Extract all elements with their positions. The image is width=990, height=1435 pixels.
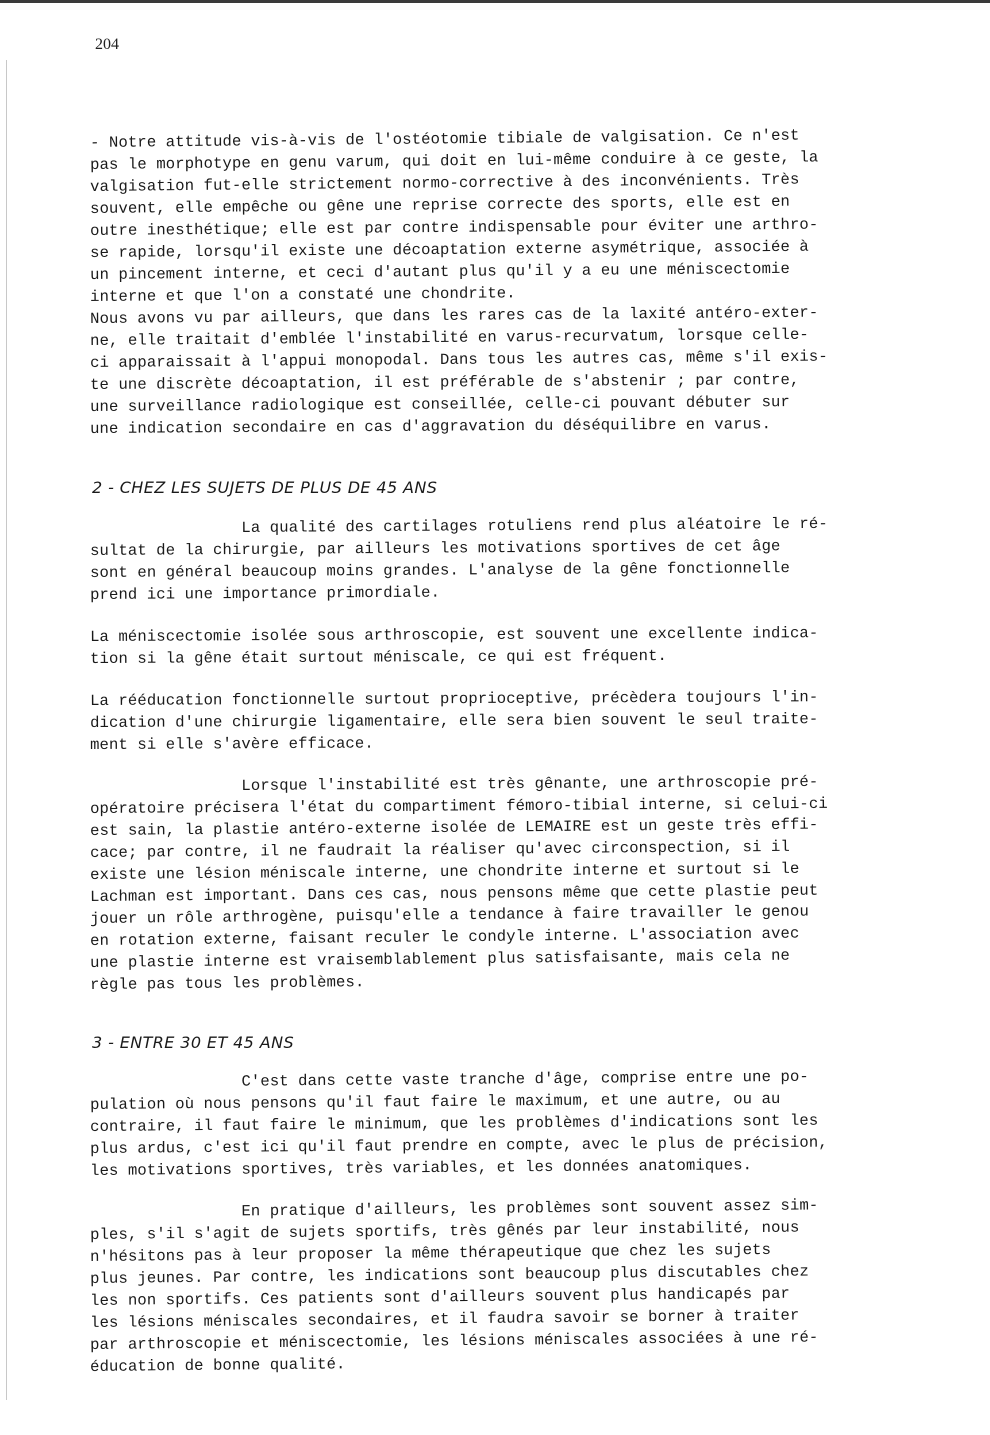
- left-margin-shadow: [6, 60, 7, 1400]
- text-line: existe une lésion méniscale interne, une chondrite interne et surtout si le: [90, 859, 800, 884]
- text-line: cace; par contre, il ne faudrait la réaliser qu'avec circonspection, si il: [90, 837, 791, 862]
- text-line: contraire, il faut faire le minimum, que les problèmes d'indications sont les: [90, 1111, 819, 1136]
- text-line: une indication secondaire en cas d'aggravation du déséquilibre en varus.: [90, 415, 772, 438]
- text-line: est sain, la plastie antéro-externe isolée de LEMAIRE est un geste très effi-: [90, 815, 819, 840]
- text-line: tion si la gêne était surtout méniscale, ce qui est fréquent.: [90, 646, 668, 668]
- text-line: souvent, elle empêche ou gêne une reprise correcte des sports, elle est en: [90, 192, 791, 218]
- page-number: 204: [95, 36, 119, 53]
- text-line: en rotation externe, faisant reculer le condyle interne. L'association avec: [90, 924, 800, 950]
- text-line: interne et que l'on a constaté une chondrite.: [90, 284, 516, 306]
- text-line: les non sportifs. Ces patients sont d'ailleurs souvent plus handicapés par: [90, 1284, 791, 1310]
- text-line: pas le morphotype en genu varum, qui doit en lui-même conduire à ce geste, la: [90, 148, 819, 174]
- text-line: ci apparaissait à l'appui monopodal. Dans tous les autres cas, même s'il exis-: [90, 347, 828, 372]
- text-line: Lorsque l'instabilité est très gênante, une arthroscopie pré-: [90, 772, 819, 796]
- text-line: éducation de bonne qualité.: [90, 1355, 346, 1376]
- text-line: ne, elle traitait d'emblée l'instabilité en varus-recurvatum, lorsque celle-: [90, 325, 809, 350]
- text-line: prend ici une importance primordiale.: [90, 583, 441, 604]
- text-line: les lésions méniscales secondaires, et il faudra savoir se borner à traiter: [90, 1306, 800, 1332]
- text-line: jouer un rôle arthrogène, puisqu'elle a tendance à faire travailler le genou: [90, 902, 809, 928]
- text-line: dication d'une chirurgie ligamentaire, elle sera bien souvent le seul traite-: [90, 710, 819, 732]
- text-line: pulation où nous pensons qu'il faut faire le maximum, et une autre, ou au: [90, 1089, 781, 1114]
- text-line: valgisation fut-elle strictement normo-corrective à des inconvénients. Très: [90, 170, 800, 196]
- text-line: règle pas tous les problèmes.: [90, 973, 365, 994]
- text-line: La rééducation fonctionnelle surtout proprioceptive, précèdera toujours l'in-: [90, 688, 819, 710]
- section-heading: 2 - CHEZ LES SUJETS DE PLUS DE 45 ANS: [92, 478, 438, 497]
- text-line: se rapide, lorsqu'il existe une décoaptation externe asymétrique, associée à: [90, 237, 809, 262]
- text-line: outre inesthétique; elle est par contre indispensable pour éviter une arthro-: [90, 215, 819, 240]
- text-line: Lachman est important. Dans ces cas, nous pensons même que cette plastie peut: [90, 881, 819, 906]
- text-line: C'est dans cette vaste tranche d'âge, comprise entre une po-: [90, 1067, 809, 1092]
- text-line: Nous avons vu par ailleurs, que dans les rares cas de la laxité antéro-exter-: [90, 303, 819, 328]
- text-line: - Notre attitude vis-à-vis de l'ostéotomie tibiale de valgisation. Ce n'est: [90, 126, 800, 152]
- text-line: n'hésitons pas à leur proposer la même thérapeutique que chez les sujets: [90, 1240, 772, 1266]
- text-line: une surveillance radiologique est conseillée, celle-ci pouvant débuter sur: [90, 393, 790, 416]
- text-line: La méniscectomie isolée sous arthroscopie, est souvent une excellente indica-: [90, 624, 819, 646]
- text-line: opératoire précisera l'état du compartiment fémoro-tibial interne, si celui-ci: [90, 794, 828, 818]
- text-line: plus jeunes. Par contre, les indications sont beaucoup plus discutables chez: [90, 1262, 809, 1288]
- text-line: sultat de la chirurgie, par ailleurs les motivations sportives de cet âge: [90, 537, 781, 560]
- text-line: te une discrète décoaptation, il est préférable de s'abstenir ; par contre,: [90, 371, 800, 394]
- text-line: plus ardus, c'est ici qu'il faut prendre en compte, avec le plus de précision,: [90, 1133, 828, 1158]
- text-line: En pratique d'ailleurs, les problèmes sont souvent assez sim-: [90, 1196, 819, 1222]
- text-line: par arthroscopie et méniscectomie, les lésions méniscales associées à une ré-: [90, 1328, 819, 1354]
- text-line: un pincement interne, et ceci d'autant plus qu'il y a eu une méniscectomie: [90, 259, 791, 284]
- section-heading: 3 - ENTRE 30 ET 45 ANS: [92, 1033, 295, 1052]
- text-line: une plastie interne est vraisemblablement plus satisfaisante, mais cela ne: [90, 946, 791, 972]
- text-line: ment si elle s'avère efficace.: [90, 734, 374, 754]
- text-line: les motivations sportives, très variables, et les données anatomiques.: [90, 1156, 753, 1180]
- text-line: La qualité des cartilages rotuliens rend plus aléatoire le ré-: [90, 514, 828, 538]
- text-line: ples, s'il s'agit de sujets sportifs, très gênés par leur instabilité, nous: [90, 1218, 800, 1244]
- top-border: [0, 0, 990, 3]
- text-line: sont en général beaucoup moins grandes. L'analyse de la gêne fonctionnelle: [90, 559, 790, 582]
